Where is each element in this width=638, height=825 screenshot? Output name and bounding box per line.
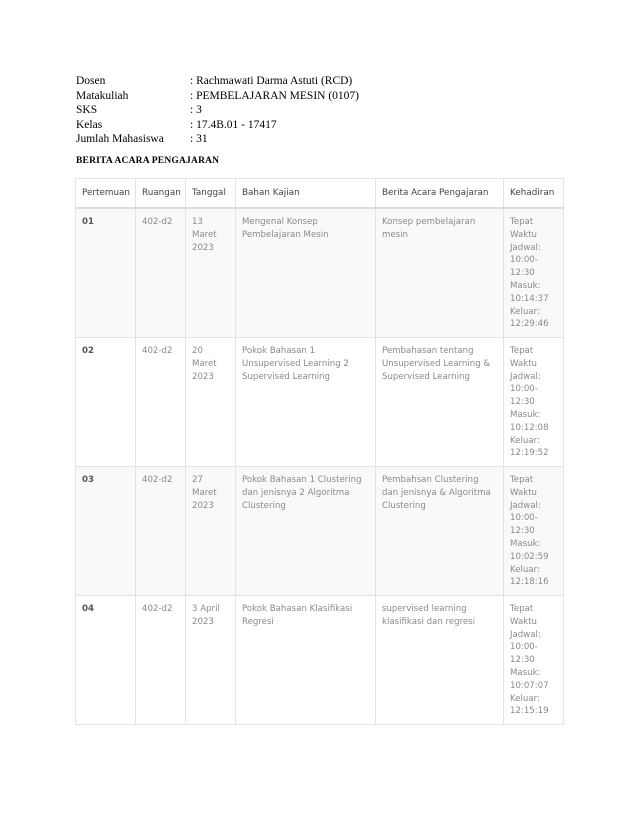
cell-berita-acara: Konsep pembelajaran mesin — [376, 208, 504, 338]
kehadiran-masuk: Masuk: 10:02:59 — [510, 538, 549, 562]
kelas-label: Kelas — [76, 118, 103, 131]
header-kehadiran: Kehadiran — [504, 179, 564, 209]
cell-tanggal: 3 April 2023 — [186, 596, 236, 725]
table-row — [76, 596, 564, 725]
cell-bahan-kajian: Pokok Bahasan 1 Clustering dan jenisnya 2 Algoritma Clustering — [236, 467, 376, 596]
table-row — [76, 467, 564, 596]
kehadiran-jadwal: Jadwal: 10:00-12:30 — [510, 242, 541, 279]
kehadiran-jadwal: Jadwal: 10:00-12:30 — [510, 500, 541, 537]
cell-kehadiran — [504, 467, 564, 596]
cell-bahan-kajian: Pokok Bahasan 1 Unsupervised Learning 2 Supervised Learning — [236, 338, 376, 467]
info-row-sks — [76, 103, 359, 118]
course-info — [76, 74, 359, 147]
cell-kehadiran — [504, 338, 564, 467]
sks-value: : 3 — [190, 104, 202, 116]
cell-ruangan: 402-d2 — [136, 338, 186, 467]
header-tanggal: Tanggal — [186, 179, 236, 209]
cell-kehadiran — [504, 596, 564, 725]
cell-tanggal: 20 Maret 2023 — [186, 338, 236, 467]
cell-bahan-kajian: Mengenal Konsep Pembelajaran Mesin — [236, 208, 376, 338]
cell-ruangan: 402-d2 — [136, 467, 186, 596]
cell-kehadiran — [504, 208, 564, 338]
cell-pertemuan: 02 — [76, 338, 136, 467]
info-row-jumlah — [76, 132, 359, 147]
dosen-label: Dosen — [76, 75, 106, 87]
kehadiran-jadwal: Jadwal: 10:00-12:30 — [510, 629, 541, 666]
kehadiran-keluar: Keluar: 12:29:46 — [510, 306, 549, 330]
kehadiran-masuk: Masuk: 10:14:37 — [510, 280, 549, 304]
kehadiran-keluar: Keluar: 12:19:52 — [510, 435, 549, 459]
kehadiran-status: Tepat Waktu — [510, 604, 538, 627]
cell-ruangan: 402-d2 — [136, 596, 186, 725]
kehadiran-jadwal: Jadwal: 10:00-12:30 — [510, 371, 541, 408]
table-header-row — [76, 179, 564, 209]
attendance-table — [75, 178, 564, 725]
sks-label: SKS — [76, 104, 98, 116]
info-row-kelas — [76, 118, 359, 133]
cell-bahan-kajian: Pokok Bahasan Klasifikasi Regresi — [236, 596, 376, 725]
cell-pertemuan: 04 — [76, 596, 136, 725]
table-row — [76, 338, 564, 467]
header-pertemuan: Pertemuan — [76, 179, 136, 209]
cell-berita-acara: Pembahsan Clustering dan jenisnya & Algoritma Clustering — [376, 467, 504, 596]
cell-berita-acara: Pembahasan tentang Unsupervised Learning & Supervised Learning — [376, 338, 504, 467]
header-bahan-kajian: Bahan Kajian — [236, 179, 376, 209]
jumlah-value: : 31 — [190, 133, 208, 145]
kehadiran-keluar: Keluar: 12:18:16 — [510, 564, 549, 588]
kehadiran-status: Tepat Waktu — [510, 217, 538, 240]
cell-berita-acara: supervised learning klasifikasi dan regresi — [376, 596, 504, 725]
kehadiran-keluar: Keluar: 12:15:19 — [510, 693, 549, 717]
header-ruangan: Ruangan — [136, 179, 186, 209]
header-berita-acara: Berita Acara Pengajaran — [376, 179, 504, 209]
dosen-value: : Rachmawati Darma Astuti (RCD) — [190, 75, 353, 87]
table-row — [76, 208, 564, 338]
kehadiran-masuk: Masuk: 10:07:07 — [510, 667, 549, 691]
cell-tanggal: 27 Maret 2023 — [186, 467, 236, 596]
section-title: BERITA ACARA PENGAJARAN — [76, 156, 220, 166]
info-row-dosen — [76, 74, 359, 89]
cell-tanggal: 13 Maret 2023 — [186, 208, 236, 338]
cell-pertemuan: 03 — [76, 467, 136, 596]
kehadiran-status: Tepat Waktu — [510, 346, 538, 369]
jumlah-label: Jumlah Mahasiswa — [76, 133, 164, 145]
cell-ruangan: 402-d2 — [136, 208, 186, 338]
matakuliah-label: Matakuliah — [76, 89, 129, 102]
matakuliah-value: : PEMBELAJARAN MESIN (0107) — [190, 89, 359, 102]
cell-pertemuan: 01 — [76, 208, 136, 338]
info-row-matakuliah — [76, 89, 359, 104]
kehadiran-masuk: Masuk: 10:12:08 — [510, 409, 549, 433]
kehadiran-status: Tepat Waktu — [510, 475, 538, 498]
kelas-value: : 17.4B.01 - 17417 — [190, 118, 277, 131]
